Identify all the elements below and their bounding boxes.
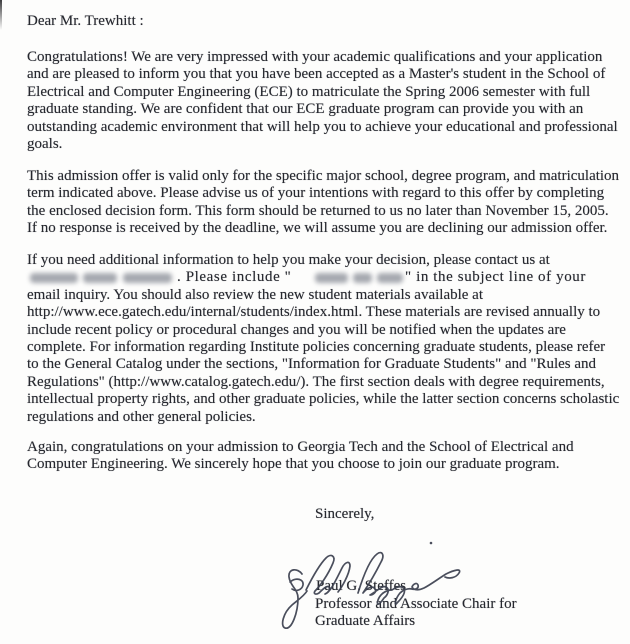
redacted-email-blur: [83, 273, 117, 283]
letter-line: outstanding academic environment that will help you to achieve your educational and professional: [27, 118, 618, 135]
signer-title: Graduate Affairs: [315, 613, 416, 629]
paragraph-4: [27, 439, 574, 474]
paragraph-1: [27, 49, 618, 153]
scan-edge-artifact: [0, 0, 2, 30]
signer-title: Professor and Associate Chair for: [315, 596, 517, 612]
redacted-email-blur: [123, 273, 172, 283]
letter-line: intellectual property rights, and other graduate policies, while the latter section concerns scholastic: [27, 391, 620, 408]
letter-line: If you need additional information to help you make your decision, please contact us at: [27, 252, 550, 268]
closing-sincerely: Sincerely,: [315, 506, 375, 522]
pen-dot: [430, 542, 433, 545]
letter-line-fragment: . Please include ": [177, 269, 292, 286]
letter-line: Electrical and Computer Engineering (ECE) to matriculate the Spring 2006 semester with full: [27, 83, 591, 100]
signer-name: Paul G. Steffes: [316, 578, 407, 594]
letter-line-fragment: " in the subject line of your: [405, 269, 586, 286]
signature-for-mark: [290, 579, 303, 590]
paragraph-2: [27, 168, 619, 238]
paragraph-3: [27, 252, 619, 426]
redacted-line: [27, 269, 619, 286]
redacted-email-blur: [30, 273, 78, 283]
letter-line: term indicated above. Please advise us of your intentions with regard to this offer by completing: [27, 185, 605, 202]
letter-line: If no response is received by the deadline, we will assume you are declining our admission offer.: [27, 220, 608, 237]
redacted-subject-blur: [315, 273, 348, 283]
signature-for-mark: [283, 570, 307, 628]
letter-line: the enclosed decision form. This form should be returned to us no later than November 15, 2005.: [27, 202, 609, 219]
letter-line: and are pleased to inform you that you have been accepted as a Master's student in the School of: [27, 66, 606, 83]
letter-line: regulations and other general policies.: [27, 408, 256, 425]
letter-line: Congratulations! We are very impressed with your academic qualifications and your application: [27, 49, 603, 65]
letter-line: goals.: [27, 135, 63, 152]
greeting: [27, 13, 144, 30]
letter-line: graduate standing. We are confident that our ECE graduate program can provide you with an: [27, 101, 584, 118]
letter-line: email inquiry. You should also review the new student materials available at: [27, 286, 484, 303]
redacted-subject-blur: [353, 273, 372, 283]
letter-line: http://www.ece.gatech.edu/internal/students/index.html. These materials are revised annually to: [27, 304, 601, 321]
letter-line: Regulations" (http://www.catalog.gatech.edu/). The first section deals with degree requirements,: [27, 373, 605, 390]
letter-line: include recent policy or procedural changes and you will be notified when the updates are: [27, 321, 566, 338]
greeting-line: Dear Mr. Trewhitt :: [27, 13, 144, 29]
letter-line: Computer Engineering. We sincerely hope that you choose to join our graduate program.: [27, 456, 560, 473]
redacted-subject-blur: [377, 273, 403, 283]
letter-line: Again, congratulations on your admission to Georgia Tech and the School of Electrical and: [27, 439, 574, 455]
letter-line: complete. For information regarding Institute policies concerning graduate students, please refer: [27, 338, 606, 355]
letter-line: to the General Catalog under the sections, "Information for Graduate Students" and "Rules and: [27, 356, 597, 373]
letter-line: This admission offer is valid only for the specific major school, degree program, and matriculation: [27, 168, 620, 184]
